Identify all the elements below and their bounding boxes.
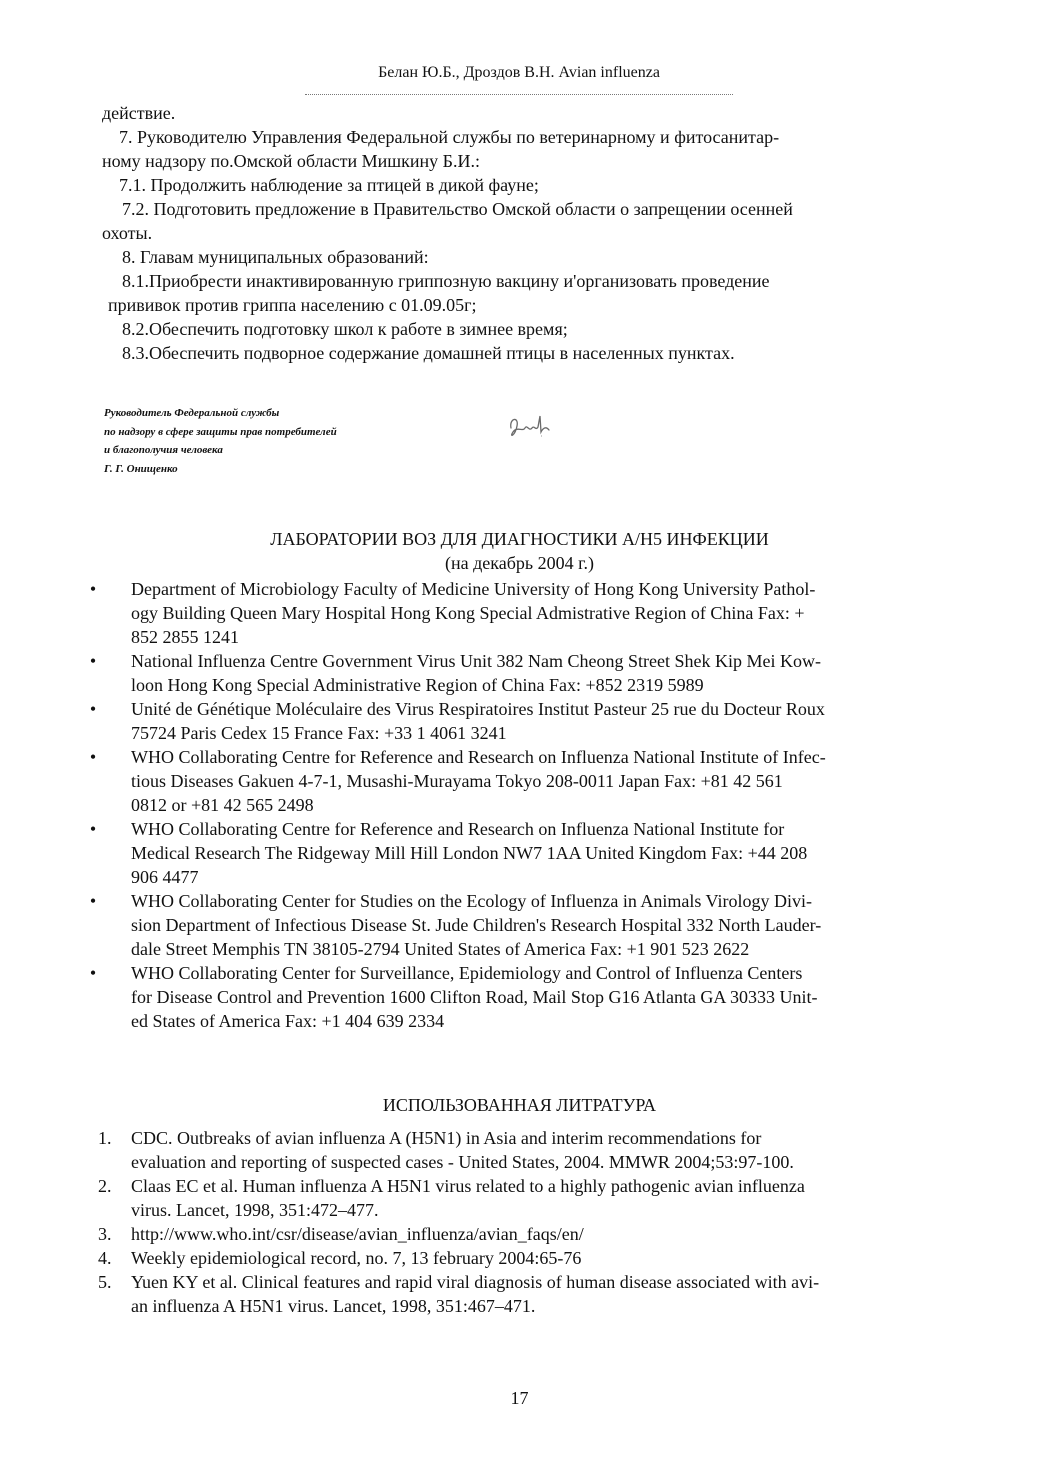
labs-section-title: ЛАБОРАТОРИИ ВОЗ ДЛЯ ДИАГНОСТИКИ А/Н5 ИНФЕКЦИИ	[270, 529, 769, 549]
reference-item: 4. Weekly epidemiological record, no. 7, 13 february 2004:65-76	[98, 1248, 582, 1268]
reference-link: http://www.who.int/csr/disease/avian_influenza/avian_faqs/en/	[131, 1224, 584, 1244]
handwritten-signature	[505, 410, 555, 450]
bullet-icon: •	[89, 891, 97, 911]
page-number: 17	[510, 1388, 529, 1408]
bullet-icon: •	[89, 819, 97, 839]
reference-number: 1.	[98, 1128, 112, 1148]
decree-item-7-line-2: ному надзору по.Омской области Мишкину Б.И.:	[102, 151, 480, 171]
decree-item-7-2-line-1: 7.2. Подготовить предложение в Правительство Омской области о запрещении осенней	[122, 199, 793, 219]
references-list	[98, 1126, 946, 1318]
bullet-icon: •	[89, 747, 97, 767]
list-item: • WHO Collaborating Centre for Reference and Research on Influenza National Institute of Infec- tious Diseases Gakuen 4-7-1, Musashi-Murayama Tokyo 208-0011 Japan Fax: +81 42 561 0812 or +81 42 565 2498	[86, 745, 946, 817]
references-section-title: ИСПОЛЬЗОВАННАЯ ЛИТРАТУРА	[382, 1095, 657, 1115]
reference-item	[98, 1222, 946, 1246]
decree-item-7-2-line-2: охоты.	[102, 223, 153, 243]
reference-number: 2.	[98, 1176, 112, 1196]
list-item: • WHO Collaborating Center for Surveillance, Epidemiology and Control of Influenza Centers for Disease Control and Prevention 1600 Clifton Road, Mail Stop G16 Atlanta GA 30333 Unit- ed States of America Fax: +1 404 639 2334	[86, 961, 946, 1033]
signatory-block	[104, 404, 434, 478]
decree-item-8-1-line-1: 8.1.Приобрести инактивированную гриппозную вакцину и'организовать проведение	[122, 271, 770, 291]
bullet-icon: •	[89, 963, 97, 983]
decree-item-8: 8. Главам муниципальных образований:	[122, 247, 429, 267]
list-item: • Unité de Génétique Moléculaire des Virus Respiratoires Institut Pasteur 25 rue du Docteur Roux 75724 Paris Cedex 15 France Fax: +33 1 4061 3241	[86, 697, 946, 745]
bullet-icon: •	[89, 699, 97, 719]
header-divider	[305, 94, 733, 95]
who-labs-list	[86, 577, 946, 1033]
reference-number: 5.	[98, 1272, 112, 1292]
bullet-icon: •	[89, 651, 97, 671]
list-item: • National Influenza Centre Government Virus Unit 382 Nam Cheong Street Shek Kip Mei Kow- loon Hong Kong Special Administrative Region of China Fax: +852 2319 5989	[86, 649, 946, 697]
decree-item-8-1-line-2: прививок против гриппа населению с 01.09.05г;	[108, 295, 477, 315]
decree-continuation: действие.	[102, 103, 176, 123]
signatory-title-line-2: по надзору в сфере защиты прав потребителей	[104, 425, 337, 438]
decree-item-8-3: 8.3.Обеспечить подворное содержание домашней птицы в населенных пунктах.	[122, 343, 735, 363]
reference-item: 1. CDC. Outbreaks of avian influenza A (H5N1) in Asia and interim recommendations for evaluation and reporting of suspected cases - United States, 2004. MMWR 2004;53:97-100.	[98, 1128, 794, 1172]
list-item: • WHO Collaborating Center for Studies on the Ecology of Influenza in Animals Virology Divi- sion Department of Infectious Disease St. Jude Children's Research Hospital 332 North Lauder- dale Street Memphis TN 38105-2794 United States of America Fax: +1 901 523 2622	[86, 889, 946, 961]
reference-item: 5. Yuen KY et al. Clinical features and rapid viral diagnosis of human disease associated with avi- an influenza A H5N1 virus. Lancet, 1998, 351:467–471.	[98, 1272, 820, 1316]
labs-section-subtitle: (на декабрь 2004 г.)	[445, 553, 594, 573]
signatory-title-line-1: Руководитель Федеральной службы	[104, 407, 280, 419]
signatory-title-line-3: и благополучия человека	[104, 444, 223, 456]
list-item: • WHO Collaborating Centre for Reference and Research on Influenza National Institute for Medical Research The Ridgeway Mill Hill London NW7 1AA United Kingdom Fax: +44 208 906 4477	[86, 817, 946, 889]
list-item: • Department of Microbiology Faculty of Medicine University of Hong Kong University Pathol- ogy Building Queen Mary Hospital Hong Kong Special Admistrative Region of China Fax: + 852 2855 1241	[86, 577, 946, 649]
decree-item-8-2: 8.2.Обеспечить подготовку школ к работе в зимнее время;	[122, 319, 568, 339]
decree-item-7-1: 7.1. Продолжить наблюдение за птицей в дикой фауне;	[119, 175, 539, 195]
reference-number: 3.	[98, 1224, 112, 1244]
reference-item: 2. Claas EC et al. Human influenza A H5N1 virus related to a highly pathogenic avian influenza virus. Lancet, 1998, 351:472–477.	[98, 1176, 805, 1220]
running-header: Белан Ю.Б., Дроздов В.Н. Avian influenza	[378, 64, 660, 81]
decree-text	[102, 101, 942, 365]
decree-item-7-line-1: 7. Руководителю Управления Федеральной службы по ветеринарному и фитосанитар-	[119, 127, 780, 147]
reference-number: 4.	[98, 1248, 112, 1268]
signatory-name: Г. Г. Онищенко	[104, 462, 178, 475]
bullet-icon: •	[89, 579, 97, 599]
